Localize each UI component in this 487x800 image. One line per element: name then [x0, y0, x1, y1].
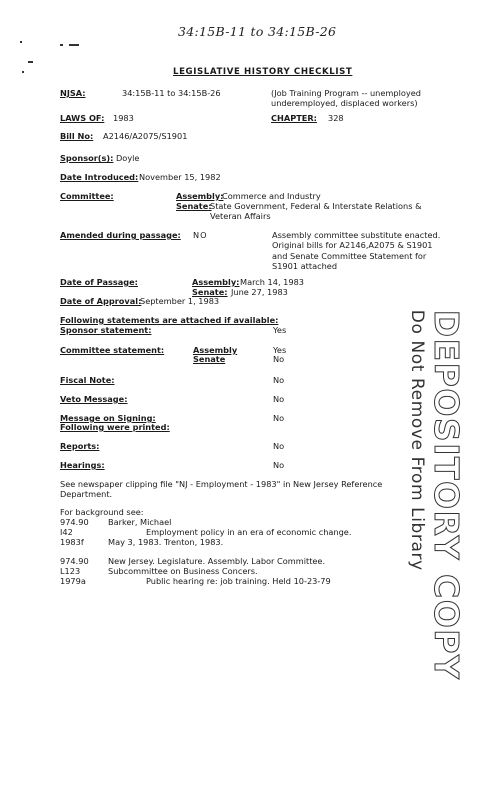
committee-senate-value: State Government, Federal & Interstate Relations & Veteran Affairs: [210, 201, 422, 222]
scan-mark: [22, 71, 24, 73]
passage-assembly-value: March 14, 1983: [240, 277, 305, 287]
veto-message-label: Veto Message:: [60, 394, 128, 404]
background-entry-1-text-2: Employment policy in an era of economic change.: [146, 527, 352, 537]
committee-senate-label: Senate:: [176, 201, 212, 211]
page-title: LEGISLATIVE HISTORY CHECKLIST: [173, 67, 353, 77]
background-entry-2-text-1: New Jersey. Legislature. Assembly. Labor Committee.: [108, 556, 326, 566]
committee-statement-senate-value: No: [273, 354, 285, 364]
following-printed-header: Following were printed:: [60, 422, 170, 432]
njsa-label: NJSA:: [60, 88, 86, 98]
sponsor-statement-value: Yes: [273, 325, 287, 335]
committee-statement-assembly-label: Assembly: [193, 345, 238, 355]
bill-no-label: Bill No:: [60, 131, 94, 141]
background-label: For background see:: [60, 507, 144, 517]
date-of-approval-label: Date of Approval:: [60, 296, 142, 306]
background-entry-1-text-1: Barker, Michael: [108, 517, 172, 527]
laws-of-value: 1983: [113, 113, 134, 123]
committee-label: Committee:: [60, 191, 114, 201]
background-entry-1-text-3: May 3, 1983. Trenton, 1983.: [108, 537, 224, 547]
sponsors-value: Doyle: [116, 153, 140, 163]
committee-assembly-label: Assembly:: [176, 191, 224, 201]
handwritten-title: 34:15B-11 to 34:15B-26: [178, 24, 337, 39]
passage-assembly-label: Assembly:: [192, 277, 240, 287]
chapter-label: CHAPTER:: [271, 113, 317, 123]
date-introduced-label: Date Introduced:: [60, 172, 139, 182]
date-of-approval-value: September 1, 1983: [140, 296, 220, 306]
sponsor-statement-label: Sponsor statement:: [60, 325, 152, 335]
stamp-sub-text: Do Not Remove From Library: [406, 309, 427, 571]
passage-senate-label: Senate:: [192, 287, 228, 297]
background-entry-2-text-3: Public hearing re: job training. Held 10-23-79: [146, 576, 331, 586]
fiscal-note-label: Fiscal Note:: [60, 375, 115, 385]
passage-senate-value: June 27, 1983: [231, 287, 288, 297]
njsa-note: (Job Training Program -- unemployed underemployed, displaced workers): [271, 88, 421, 109]
message-on-signing-label: Message on Signing:: [60, 413, 156, 423]
amended-value: NO: [193, 230, 208, 240]
committee-statement-label: Committee statement:: [60, 345, 165, 355]
committee-statement-assembly-value: Yes: [273, 345, 287, 355]
scan-mark: [20, 41, 22, 43]
committee-assembly-value: Commerce and Industry: [222, 191, 321, 201]
sponsors-label: Sponsor(s):: [60, 153, 114, 163]
following-statements-header: Following statements are attached if available:: [60, 315, 279, 325]
background-entry-1-code-1: 974.90: [60, 517, 89, 527]
veto-message-value: No: [273, 394, 285, 404]
fiscal-note-value: No: [273, 375, 285, 385]
scan-mark: [60, 44, 63, 46]
reports-label: Reports:: [60, 441, 100, 451]
bill-no-value: A2146/A2075/S1901: [103, 131, 188, 141]
scan-mark: [69, 44, 79, 46]
background-entry-1-code-3: 1983f: [60, 537, 84, 547]
hearings-label: Hearings:: [60, 460, 105, 470]
laws-of-label: LAWS OF:: [60, 113, 105, 123]
background-entry-2-code-2: L123: [60, 566, 81, 576]
stamp-main-text: DEPOSITORY COPY: [426, 309, 466, 681]
amended-note: Assembly committee substitute enacted. Original bills for A2146,A2075 & S1901 and Senate Committee Statement for S1901 attached: [272, 230, 441, 271]
clipping-note: See newspaper clipping file "NJ - Employment - 1983" in New Jersey Reference Department.: [60, 479, 383, 500]
chapter-value: 328: [328, 113, 344, 123]
amended-label: Amended during passage:: [60, 230, 181, 240]
message-on-signing-value: No: [273, 413, 285, 423]
depository-stamp: [405, 309, 467, 681]
background-entry-2-code-3: 1979a: [60, 576, 86, 586]
date-of-passage-label: Date of Passage:: [60, 277, 138, 287]
background-entry-1-code-2: I42: [60, 527, 73, 537]
hearings-value: No: [273, 460, 285, 470]
scan-mark: [28, 61, 33, 63]
background-entry-2-code-1: 974.90: [60, 556, 89, 566]
committee-statement-senate-label: Senate: [193, 354, 226, 364]
date-introduced-value: November 15, 1982: [139, 172, 221, 182]
njsa-value: 34:15B-11 to 34:15B-26: [122, 88, 221, 98]
reports-value: No: [273, 441, 285, 451]
background-entry-2-text-2: Subcommittee on Business Concers.: [108, 566, 258, 576]
